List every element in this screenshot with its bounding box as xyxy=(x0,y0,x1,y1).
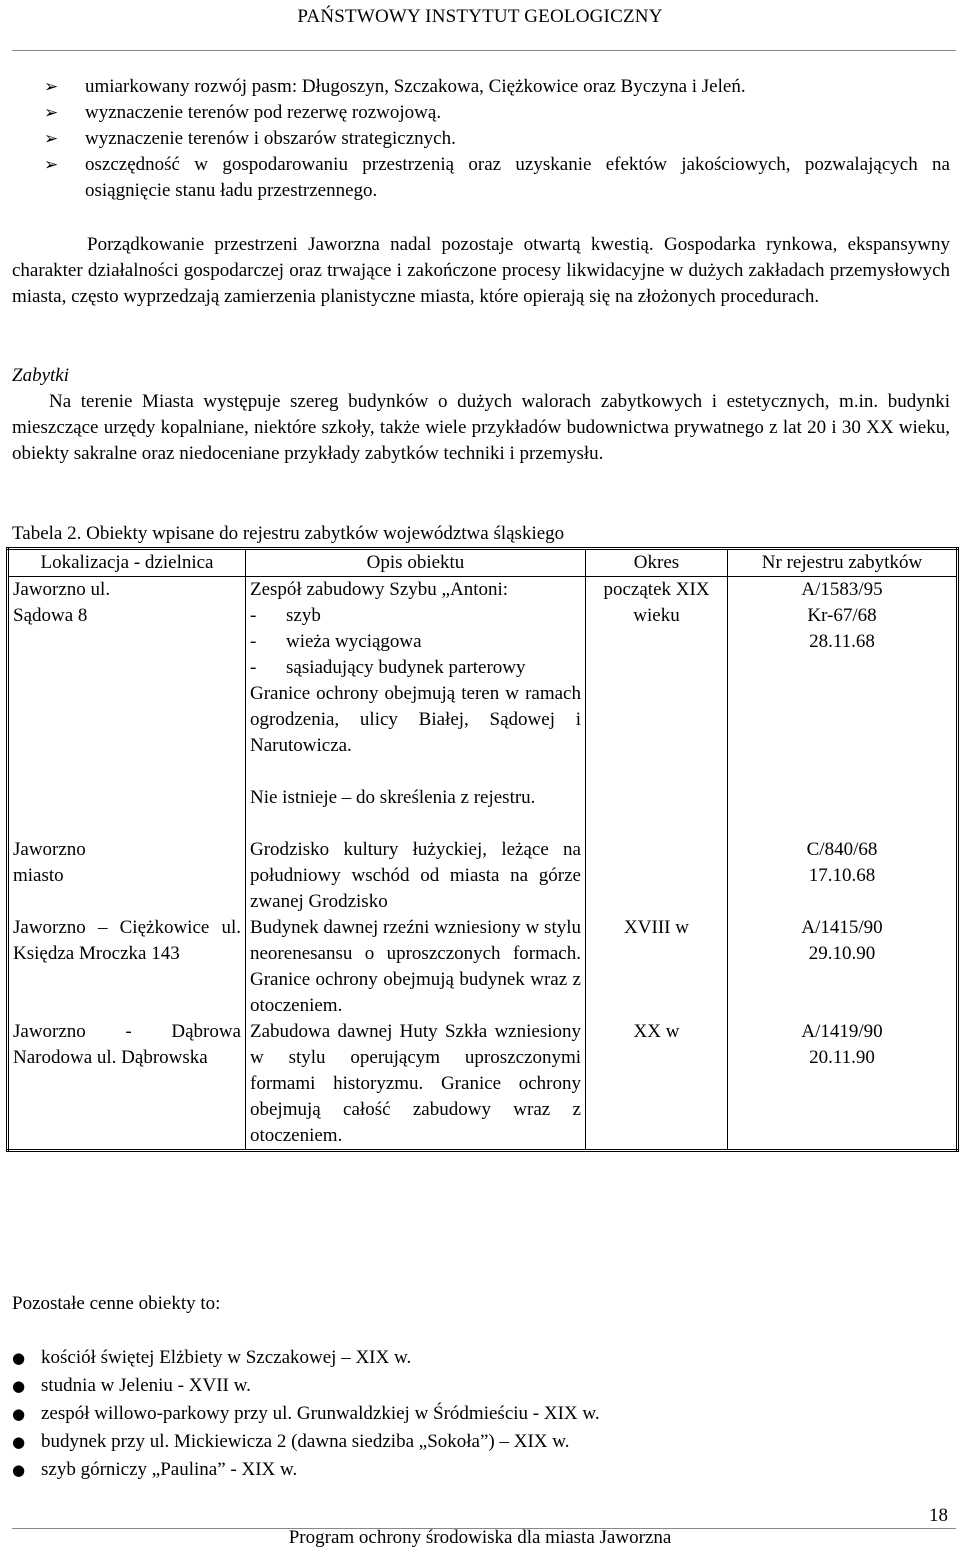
cell-location: Jaworzno – Ciężkowice ul. Księdza Mroczka 143 xyxy=(8,915,246,1019)
list-item: ➢ umiarkowany rozwój pasm: Długoszyn, Szczakowa, Ciężkowice oraz Byczyna i Jeleń. xyxy=(44,74,950,100)
cell-description: Zabudowa dawnej Huty Szkła wzniesiony w stylu operującym uproszczonymi formami historyzmu. Granice ochrony obejmują całość zabudowy wraz z otoczeniem. xyxy=(246,1019,586,1151)
cell-location: Jaworzno ul. Sądowa 8 xyxy=(8,577,246,838)
table-row xyxy=(8,837,958,915)
cell-description: Grodzisko kultury łużyckiej, leżące na południowy wschód od miasta na górze zwanej Grodzisko xyxy=(246,837,586,915)
header-divider xyxy=(12,50,956,51)
arrow-bullet-icon: ➢ xyxy=(44,129,59,149)
page-footer: Program ochrony środowiska dla miasta Jaworzna xyxy=(288,1527,672,1548)
list-item: ● kościół świętej Elżbiety w Szczakowej – XIX w. xyxy=(12,1344,600,1372)
list-item: ● szyb górniczy „Paulina” - XIX w. xyxy=(12,1456,600,1484)
bullet-icon: ● xyxy=(12,1349,26,1367)
column-header: Okres xyxy=(586,549,728,577)
section-heading: Zabytki xyxy=(12,365,69,386)
cell-registry: A/1415/90 29.10.90 xyxy=(728,915,958,1019)
arrow-bullet-icon: ➢ xyxy=(44,77,59,97)
column-header: Lokalizacja - dzielnica xyxy=(8,549,246,577)
list-item: - szyb xyxy=(250,605,321,626)
cell-registry: A/1583/95 Kr-67/68 28.11.68 xyxy=(728,577,958,838)
column-header: Opis obiektu xyxy=(246,549,586,577)
cell-location: Jaworzno - Dąbrowa Narodowa ul. Dąbrowska xyxy=(8,1019,246,1151)
list-item: ➢ wyznaczenie terenów i obszarów strategicznych. xyxy=(44,126,950,152)
arrow-bullet-icon: ➢ xyxy=(44,155,59,175)
arrow-list xyxy=(44,74,950,204)
table-row xyxy=(8,1019,958,1151)
cell-description: Zespół zabudowy Szybu „Antoni: - szyb - wieża wyciągowa - sąsiadujący budynek parterowy Granice ochrony obejmują teren w ramach ogrodzenia, ulicy Białej, Sądowej i Narutowicza. Nie istnieje – do skreślenia z rejestru. xyxy=(246,577,586,838)
bullet-icon: ● xyxy=(12,1433,26,1451)
description-list xyxy=(250,603,581,681)
cell-period xyxy=(586,837,728,915)
cell-description: Budynek dawnej rzeźni wzniesiony w stylu neorenesansu o uproszczonych formach. Granice ochrony obejmują budynek wraz z otoczeniem. xyxy=(246,915,586,1019)
cell-registry: C/840/68 17.10.68 xyxy=(728,837,958,915)
bullet-icon: ● xyxy=(12,1461,26,1479)
paragraph-planning: Porządkowanie przestrzeni Jaworzna nadal pozostaje otwartą kwestią. Gospodarka rynkowa, ekspansywny charakter działalności gospodarczej oraz trwające i zakończone procesy likwidacyjne w dużych zakładach przemysłowych miasta, często wyprzedzają zamierzenia planistyczne miasta, które opierają się na złożonych procedurach. xyxy=(12,234,950,307)
other-objects-list xyxy=(12,1344,600,1484)
other-objects-intro: Pozostałe cenne obiekty to: xyxy=(12,1293,221,1314)
list-item: - wieża wyciągowa xyxy=(250,631,422,652)
cell-registry: A/1419/90 20.11.90 xyxy=(728,1019,958,1151)
cell-period: XX w xyxy=(586,1019,728,1151)
arrow-bullet-icon: ➢ xyxy=(44,103,59,123)
list-item: ➢ oszczędność w gospodarowaniu przestrzenią oraz uzyskanie efektów jakościowych, pozwalających na osiągnięcie stanu ładu przestrzennego. xyxy=(44,154,950,201)
page-header: PAŃSTWOWY INSTYTUT GEOLOGICZNY xyxy=(297,6,663,27)
column-header: Nr rejestru zabytków xyxy=(728,549,958,577)
cell-period: XVIII w xyxy=(586,915,728,1019)
table-row xyxy=(8,915,958,1019)
paragraph-monuments: Na terenie Miasta występuje szereg budynków o dużych walorach zabytkowych i estetycznych, m.in. budynki mieszczące urzędy kopalniane, niektóre szkoły, także wiele przykładów budownictwa prywatnego z lat 20 i 30 XX wieku, obiekty sakralne oraz niedoceniane przykłady zabytków techniki i przemysłu. xyxy=(12,391,950,464)
table-caption: Tabela 2. Obiekty wpisane do rejestru zabytków województwa śląskiego xyxy=(12,523,565,544)
bullet-icon: ● xyxy=(12,1377,26,1395)
table-row xyxy=(8,577,958,838)
list-item: - sąsiadujący budynek parterowy xyxy=(250,657,526,678)
list-item: ● budynek przy ul. Mickiewicza 2 (dawna siedziba „Sokoła”) – XIX w. xyxy=(12,1428,600,1456)
cell-location: Jaworzno miasto xyxy=(8,837,246,915)
table-header-row xyxy=(8,549,958,577)
list-item: ➢ wyznaczenie terenów pod rezerwę rozwojową. xyxy=(44,100,950,126)
list-item: ● zespół willowo-parkowy przy ul. Grunwaldzkiej w Śródmieściu - XIX w. xyxy=(12,1400,600,1428)
list-item: ● studnia w Jeleniu - XVII w. xyxy=(12,1372,600,1400)
cell-period: początek XIX wieku xyxy=(586,577,728,838)
removal-note: Nie istnieje – do skreślenia z rejestru. xyxy=(250,787,536,808)
bullet-icon: ● xyxy=(12,1405,26,1423)
registry-table xyxy=(6,547,959,1152)
page-number: 18 xyxy=(929,1505,948,1526)
